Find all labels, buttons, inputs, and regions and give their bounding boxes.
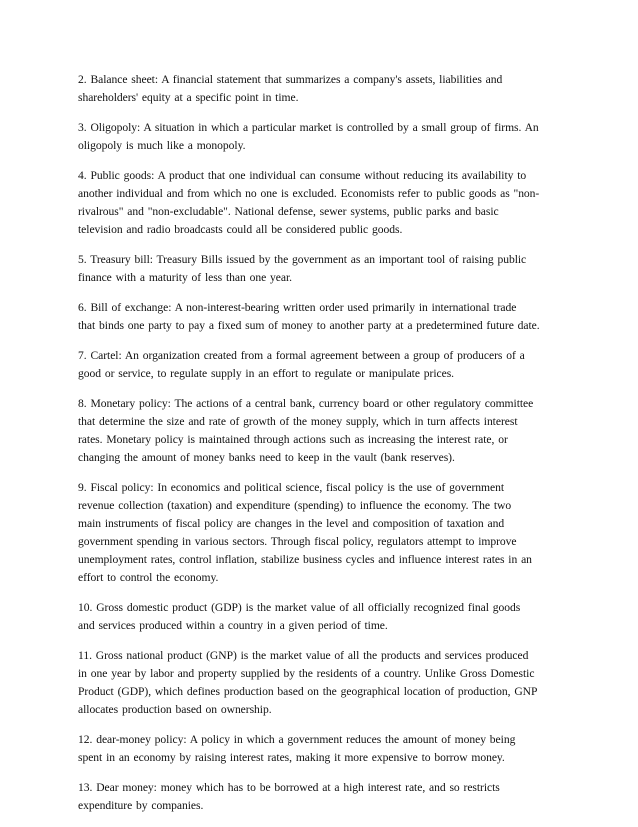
- entry-line: expenditure by companies.: [78, 799, 204, 812]
- entry-line: main instruments of fiscal policy are changes in the level and composition of taxation and: [78, 517, 505, 530]
- entry-line: effort to control the economy.: [78, 571, 219, 584]
- entry-treasury-bill: [78, 251, 568, 287]
- entry-line: 2. Balance sheet: A financial statement that summarizes a company's assets, liabilities and: [78, 73, 503, 86]
- entry-line: 7. Cartel: An organization created from a formal agreement between a group of producers of a: [78, 349, 525, 362]
- entry-line: changing the amount of money banks need to keep in the vault (bank reserves).: [78, 451, 455, 464]
- entry-monetary-policy: [78, 395, 568, 467]
- entry-line: 8. Monetary policy: The actions of a central bank, currency board or other regulatory committee: [78, 397, 534, 410]
- entry-line: 10. Gross domestic product (GDP) is the market value of all officially recognized final goods: [78, 601, 521, 614]
- entry-line: that binds one party to pay a fixed sum of money to another party at a predetermined future date.: [78, 319, 540, 332]
- entry-line: unemployment rates, control inflation, stabilize business cycles and influence interest rates in an: [78, 553, 532, 566]
- entry-line: rivalrous" and "non-excludable". National defense, sewer systems, public parks and basic: [78, 205, 499, 218]
- document-body: [78, 71, 568, 827]
- entry-fiscal-policy: [78, 479, 568, 587]
- entry-line: 12. dear-money policy: A policy in which a government reduces the amount of money being: [78, 733, 516, 746]
- entry-line: another individual and from which no one is excluded. Economists refer to public goods as "non-: [78, 187, 540, 200]
- entry-line: 11. Gross national product (GNP) is the market value of all the products and services produced: [78, 649, 529, 662]
- entry-line: in one year by labor and property supplied by the residents of a country. Unlike Gross Domestic: [78, 667, 535, 680]
- entry-line: television and radio broadcasts could all be considered public goods.: [78, 223, 403, 236]
- entry-line: good or service, to regulate supply in an effort to regulate or manipulate prices.: [78, 367, 455, 380]
- entry-line: oligopoly is much like a monopoly.: [78, 139, 246, 152]
- entry-line: 13. Dear money: money which has to be borrowed at a high interest rate, and so restricts: [78, 781, 500, 794]
- entry-dear-money: [78, 779, 568, 815]
- entry-cartel: [78, 347, 568, 383]
- entry-line: spent in an economy by raising interest rates, making it more expensive to borrow money.: [78, 751, 505, 764]
- entry-line: 5. Treasury bill: Treasury Bills issued by the government as an important tool of raising public: [78, 253, 527, 266]
- entry-line: Product (GDP), which defines production based on the geographical location of production, GNP: [78, 685, 538, 698]
- entry-line: 9. Fiscal policy: In economics and political science, fiscal policy is the use of government: [78, 481, 505, 494]
- entry-line: 3. Oligopoly: A situation in which a particular market is controlled by a small group of firms. An: [78, 121, 539, 134]
- entry-public-goods: [78, 167, 568, 239]
- entry-line: and services produced within a country in a given period of time.: [78, 619, 388, 632]
- entry-line: 4. Public goods: A product that one individual can consume without reducing its availability to: [78, 169, 527, 182]
- entry-line: government spending in various sectors. Through fiscal policy, regulators attempt to improve: [78, 535, 517, 548]
- entry-line: revenue collection (taxation) and expenditure (spending) to influence the economy. The two: [78, 499, 512, 512]
- entry-oligopoly: [78, 119, 568, 155]
- entry-line: that determine the size and rate of growth of the money supply, which in turn affects interest: [78, 415, 518, 428]
- entry-bill-of-exchange: [78, 299, 568, 335]
- entry-dear-money-policy: [78, 731, 568, 767]
- entry-gnp: [78, 647, 568, 719]
- entry-line: allocates production based on ownership.: [78, 703, 272, 716]
- entry-balance-sheet: [78, 71, 568, 107]
- entry-line: rates. Monetary policy is maintained through actions such as increasing the interest rate, or: [78, 433, 508, 446]
- entry-line: 6. Bill of exchange: A non-interest-bearing written order used primarily in international trade: [78, 301, 517, 314]
- entry-line: finance with a maturity of less than one year.: [78, 271, 292, 284]
- entry-gdp: [78, 599, 568, 635]
- entry-line: shareholders' equity at a specific point in time.: [78, 91, 299, 104]
